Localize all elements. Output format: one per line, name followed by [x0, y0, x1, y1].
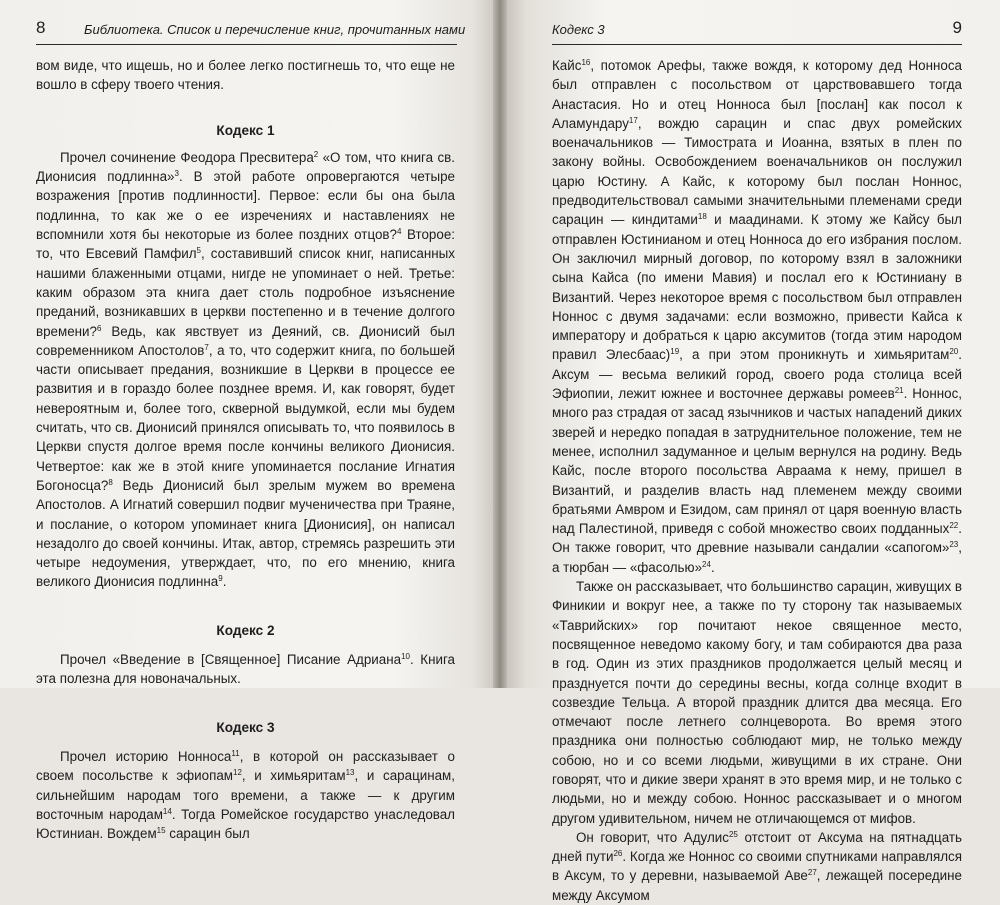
left-header-title: Библиотека. Список и перечисление книг, прочитанных нами — [84, 22, 466, 37]
footnote-marker: 23 — [949, 540, 959, 550]
intro-paragraph: вом виде, что ищешь, но и более легко постигнешь то, что еще не вошло в сферу твоего чтения. — [36, 58, 455, 93]
right-header-title: Кодекс 3 — [552, 22, 605, 37]
footnote-marker: 4 — [396, 227, 402, 237]
footnote-marker: 8 — [108, 477, 113, 487]
text-run: Прочел историю Нонноса — [60, 748, 232, 764]
footnote-marker: 16 — [581, 58, 591, 67]
right-body — [552, 56, 962, 905]
footnote-marker: 10 — [401, 652, 410, 662]
left-running-header — [36, 18, 466, 44]
adulis-paragraph — [552, 828, 962, 905]
book-gutter — [493, 0, 507, 688]
footnote-marker: 11 — [231, 748, 240, 758]
footnote-marker: 3 — [174, 169, 179, 179]
footnote-marker: 2 — [313, 149, 319, 159]
text-run: . Книга эта полезна для новоначальных. — [36, 652, 455, 687]
text-run: . — [710, 559, 715, 575]
footnote-marker: 20 — [949, 347, 959, 357]
footnote-marker: 14 — [162, 806, 172, 816]
text-run: , лежащей посередине между Аксумом — [552, 868, 963, 903]
text-run: . Ноннос, много раз страдая от засад язычников и частых нападений диких зверей и нередко попадая в затруднительное положение, тем не менее, исполнил задуманное и целым вернулся на родину. Ведь Кайс, после второго посольства Авраама к нему, пришел в Византий, и разделив власть над племенем между своими братьями Амвром и Езидом, сам принял от царя военную власть над Палестиной, приведя с собой множество своих подданных — [552, 386, 962, 537]
text-run: , а то, что содержит книга, по большей части описывает предания, возникшие в Церкви в процессе ее развития и в гораздо более позднее время. И, как говорят, будет невероятным и, более того, скверной выдумкой, если мы будем считать, что св. Дионисий принялся описывать то, что появилось в Церкви спустя долгое время после кончины великого Дионисия. Четвертое: как же в этой книге упоминается послание Игнатия Богоносца? — [36, 342, 456, 493]
left-page — [0, 0, 493, 842]
footnote-marker: 25 — [728, 829, 738, 839]
codex-3-paragraph — [36, 747, 455, 843]
text-run: «О том, что книга св. Дионисия подлинна» — [36, 149, 455, 185]
codex-1-heading: Кодекс 1 — [216, 122, 275, 138]
text-run: . В этой работе опровергаются четыре возражения [против подлинности]. Первое: если бы она была подлинна, то как же о ее изречениях и наставлениях не вспомнили хотя бы некоторые из более поздних отцов? — [36, 169, 455, 243]
footnote-marker: 24 — [702, 559, 711, 569]
left-page-number: 8 — [36, 18, 46, 37]
text-run: сарацин был — [165, 826, 250, 842]
text-run: и маадинами. К этому же Кайсу был отправлен Юстинианом и отец Нонноса до его избрания послом. Он заключил мирный договор, по которому взял в заложники сына Кайса (по имени Мавия) и послал его к Юстиниану в Византий. Через некоторое время с посольством был отправлен Ноннос с двумя задачами: если возможно, привести Кайса к императору и добраться к царю аксумитов (тогда этим народом правил Элесбаас) — [552, 212, 962, 363]
footnote-marker: 15 — [156, 826, 166, 836]
codex-2-paragraph — [36, 650, 455, 689]
text-run: , и химьяритам — [241, 768, 346, 784]
footnote-marker: 18 — [697, 212, 707, 222]
footnote-marker: 6 — [96, 323, 102, 333]
footnote-marker: 7 — [204, 342, 209, 352]
footnote-marker: 27 — [807, 868, 817, 878]
text-run: Ведь, как явствует из Деяний, св. Дионисий был современником Апостолов — [36, 323, 455, 358]
right-header-rule — [552, 44, 962, 45]
text-run: , и сарацинам, сильнейшим народам того времени, а также — к другим восточным народам — [36, 768, 455, 822]
footnote-marker: 21 — [894, 386, 904, 396]
left-body — [36, 56, 455, 843]
text-run: . Тогда Ромейское государство унаследовал Юстиниан. Вождем — [36, 806, 455, 842]
text-run: . Когда же Ноннос со своими спутниками направлялся в Аксум, то у деревни, называемой Аве — [552, 849, 962, 884]
footnote-marker: 13 — [345, 768, 355, 778]
text-run: Он говорит, что Адулис — [576, 829, 729, 845]
footnote-marker: 22 — [949, 521, 959, 531]
text-run: . Аксум — весьма великий город, своего рода столица всей Эфиопии, лежит южнее и восточнее державы ромеев — [552, 347, 962, 402]
footnote-marker: 26 — [613, 849, 623, 859]
text-run: Ведь Дионисий был зрелым мужем во времена Апостолов. А Игнатий совершил подвиг мученичества при Траяне, и послание, о котором упоминает книга [Дионисия], он написал незадолго до своей кончины. Итак, автор, стремясь разрешить эти четыре недоумения, утверждает, что, по его мнению, книга великого Дионисия подлинна — [36, 477, 455, 590]
text-run: , составивший список книг, написанных нашими блаженными отцами, нигде не упоминает о ней. Третье: каким образом эта книга дает столь подробное изъяснение преданий, возникавших в церкви постепенно и в течение долгого времени? — [36, 246, 455, 339]
right-running-header — [552, 18, 962, 44]
left-header-rule — [36, 44, 457, 45]
codex-1-paragraph — [36, 148, 455, 592]
text-run: , а тюрбан — «фасолью» — [552, 540, 962, 575]
text-run: , потомок Арефы, также вождя, к которому дед Нонноса был отправлен с посольством от царствовавшего тогда Анастасия. Но и отец Нонноса был [послан] как посол к Аламундару — [552, 58, 962, 131]
text-run: Второе: то, что Евсевий Памфил — [36, 227, 455, 262]
text-run: . Он также говорит, что древние называли сандалии «сапогом» — [552, 521, 962, 556]
footnote-marker: 17 — [628, 115, 638, 125]
footnote-marker: 9 — [218, 574, 223, 584]
text-run: отстоит от Аксума на пятнадцать дней пути — [552, 829, 962, 865]
right-page — [507, 0, 1000, 903]
footnote-marker: 5 — [196, 246, 201, 256]
sacred-place-paragraph: Также он рассказывает, что большинство сарацин, живущих в Финикии и вокруг нее, а также по ту сторону так называемых «Таврийских» гор почитают некое священное место, посвященное неведомо какому богу, и там собираются два раза в год. Один из этих праздников продолжается целый месяц и празднуется почти до середины весны, когда солнце входит в созвездие Тельца. А второй праздник длится два месяца. Его отмечают после летнего солнцеворота. Во время этого праздника они полностью соблюдают мир, не только между собою, но и со всеми людьми, живущими в их стране. Они говорят, что и дикие звери хранят в это время мир, и не только с людьми, но и между собою. Ноннос рассказывает и о многом другом удивительном, ничем не отличающемся от мифов. — [552, 579, 962, 826]
codex-2-heading: Кодекс 2 — [216, 622, 275, 638]
codex-3-heading: Кодекс 3 — [216, 719, 275, 735]
text-run: , в которой он рассказывает о своем посольстве к эфиопам — [36, 748, 455, 784]
text-run: , вождю сарацин и спас двух ромейских военачальников — Тимострата и Иоанна, взятых в плен по закону войны. Освобождением военачальников он послужил царю Юстину. А Кайс, к которому был послан Ноннос, предводительствовал самыми значительными племенами среди сарацин — киндитами — [552, 115, 962, 228]
text-run: Кайс — [552, 58, 582, 73]
footnote-marker: 12 — [233, 768, 242, 778]
text-run: . — [222, 574, 227, 590]
text-run: , а при этом проникнуть и химьяритам — [679, 347, 950, 363]
right-page-number: 9 — [952, 18, 962, 37]
codex-3-continued-paragraph — [552, 56, 962, 577]
text-run: Прочел сочинение Феодора Пресвитера — [60, 149, 314, 165]
footnote-marker: 19 — [670, 347, 680, 357]
text-run: Прочел «Введение в [Священное] Писание Адриана — [60, 652, 402, 668]
